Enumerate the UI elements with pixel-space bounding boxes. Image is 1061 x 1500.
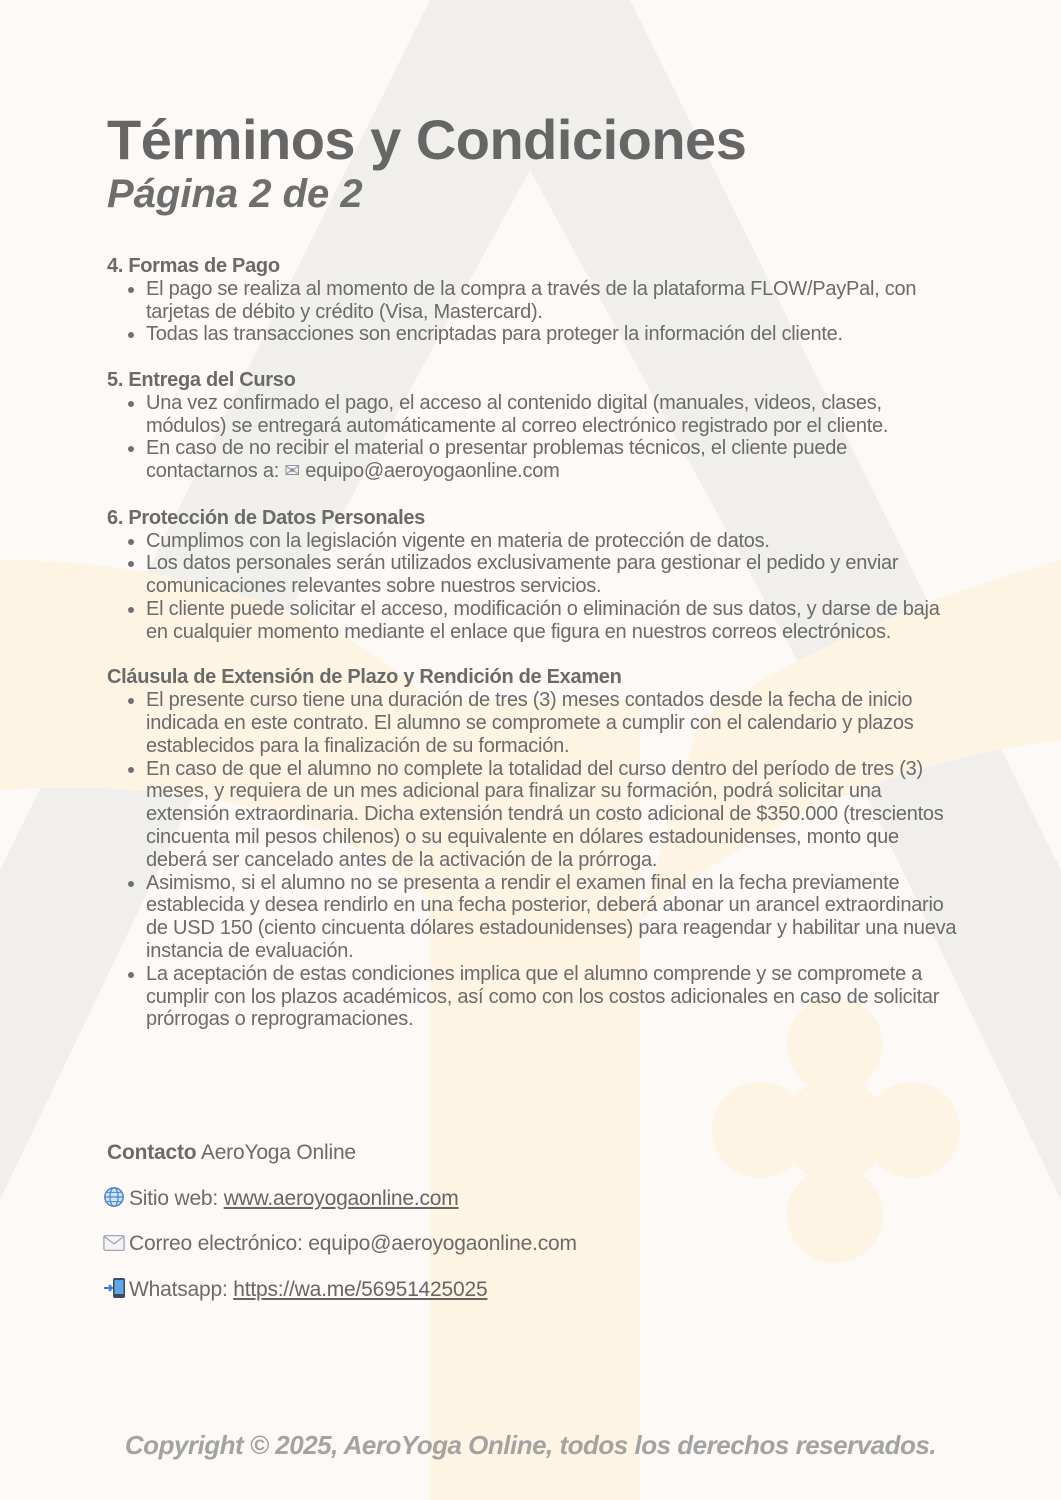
section-course-delivery <box>107 369 957 484</box>
globe-icon <box>103 1184 129 1214</box>
contact-block <box>107 1138 577 1320</box>
contact-text: En caso de no recibir el material o presentar problemas técnicos, el cliente puede contactarnos a: <box>146 437 848 483</box>
section-heading: Cláusula de Extensión de Plazo y Rendición de Examen <box>107 666 622 689</box>
section-heading: 5. Entrega del Curso <box>107 368 296 391</box>
envelope-icon <box>103 1229 129 1259</box>
contact-label-name: AeroYoga Online <box>200 1141 356 1164</box>
list-item: • El presente curso tiene una duración de tres (3) meses contados desde la fecha de inicio indicada en este contrato. El alumno se compromete a cumplir con el calendario y plazos establecidos para la finalización de su formación. <box>146 689 957 757</box>
contact-email <box>107 1229 577 1259</box>
section-list <box>107 689 957 1031</box>
copyright-footer: Copyright © 2025, AeroYoga Online, todos los derechos reservados. <box>124 1430 937 1460</box>
list-item: • Todas las transacciones son encriptadas para proteger la información del cliente. <box>146 323 957 346</box>
website-label: Sitio web: <box>129 1186 219 1210</box>
section-list <box>107 278 957 346</box>
contact-email[interactable]: equipo@aeroyogaonline.com <box>305 460 560 483</box>
list-item: • Una vez confirmado el pago, el acceso al contenido digital (manuales, videos, clases, módulos) se entregará automáticamente al correo electrónico registrado por el cliente. <box>146 392 957 438</box>
list-item: • Cumplimos con la legislación vigente en materia de protección de datos. <box>146 530 957 553</box>
section-extension-clause <box>107 666 957 1031</box>
envelope-icon: ✉ <box>284 461 300 483</box>
section-list <box>107 392 957 484</box>
list-item: • El cliente puede solicitar el acceso, modificación o eliminación de sus datos, y darse de baja en cualquier momento mediante el enlace que figura en nuestros correos electrónicos. <box>146 598 957 644</box>
whatsapp-link[interactable]: https://wa.me/56951425025 <box>233 1277 488 1301</box>
section-heading: 6. Protección de Datos Personales <box>107 506 426 529</box>
contact-website <box>107 1184 577 1214</box>
email-label: Correo electrónico: <box>129 1232 303 1256</box>
section-list <box>107 530 957 644</box>
whatsapp-label: Whatsapp: <box>129 1277 228 1301</box>
list-item: • Los datos personales serán utilizados exclusivamente para gestionar el pedido y enviar comunicaciones relevantes sobre nuestros servicios. <box>146 552 957 598</box>
mobile-phone-icon <box>103 1275 129 1305</box>
section-heading: 4. Formas de Pago <box>107 255 280 277</box>
list-item: • El pago se realiza al momento de la compra a través de la plataforma FLOW/PayPal, con tarjetas de débito y crédito (Visa, Mastercard). <box>146 278 957 324</box>
section-data-protection <box>107 507 957 644</box>
list-item: • La aceptación de estas condiciones implica que el alumno comprende y se compromete a cumplir con los plazos académicos, así como con los costos adicionales en caso de solicitar prórrogas o reprogramaciones. <box>146 963 957 1031</box>
page-subtitle: Página 2 de 2 <box>107 172 363 216</box>
website-link[interactable]: www.aeroyogaonline.com <box>223 1186 459 1210</box>
list-item: • En caso de que el alumno no complete la totalidad del curso dentro del período de tres (3) meses, y requiera de un mes adicional para finalizar su formación, podrá solicitar una extensión extraordinaria. Dicha extensión tendrá un costo adicional de $350.000 (trescientos cincuenta mil pesos chilenos) o su equivalente en dólares estadounidenses, monto que deberá ser cancelado antes de la activación de la prórroga. <box>146 758 957 872</box>
list-item-contact <box>146 437 957 484</box>
section-payment-methods <box>107 255 957 346</box>
terms-content <box>107 255 957 1054</box>
list-item: • Asimismo, si el alumno no se presenta a rendir el examen final en la fecha previamente establecida y desea rendirlo en una fecha posterior, deberá abonar un arancel extraordinario de USD 150 (ciento cincuenta dólares estadounidenses) para reagendar y habilitar una nueva instancia de evaluación. <box>146 872 957 963</box>
contact-whatsapp <box>107 1275 577 1305</box>
contact-heading <box>107 1138 577 1168</box>
email-value[interactable]: equipo@aeroyogaonline.com <box>308 1232 577 1256</box>
contact-label-bold: Contacto <box>107 1141 197 1164</box>
page-title: Términos y Condiciones <box>107 108 747 171</box>
